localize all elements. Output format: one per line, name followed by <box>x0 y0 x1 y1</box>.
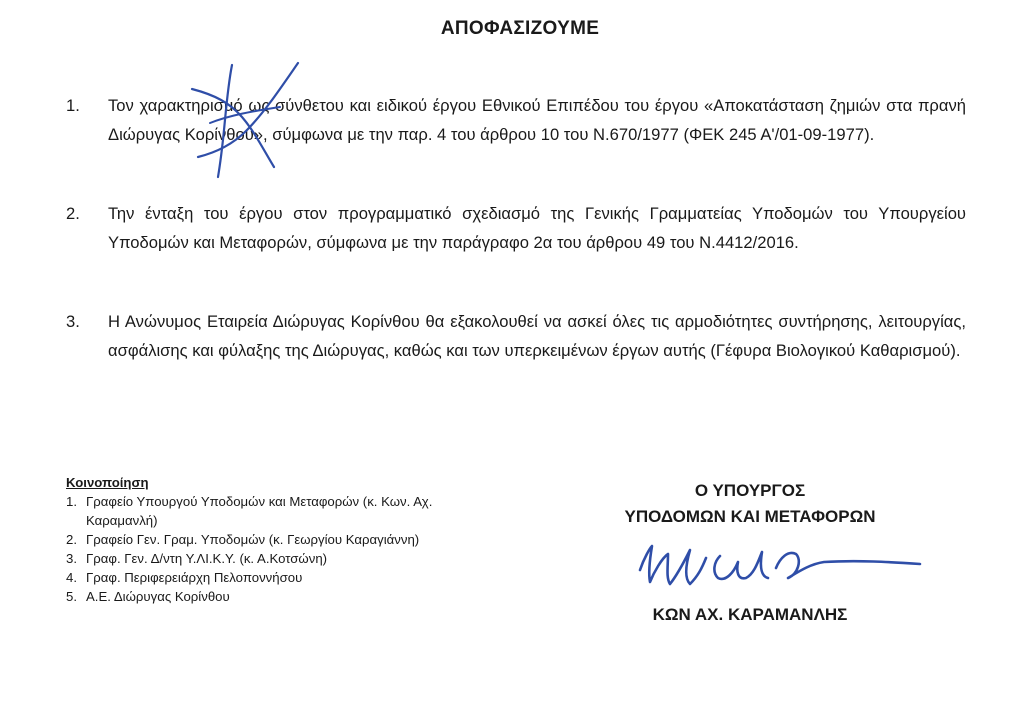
decision-number: 1. <box>66 96 80 115</box>
distribution-number: 4. <box>66 570 77 585</box>
distribution-number: 1. <box>66 494 77 509</box>
distribution-number: 3. <box>66 551 77 566</box>
decision-heading: ΑΠΟΦΑΣΙΖΟΥΜΕ <box>440 18 600 39</box>
distribution-title: Κοινοποίηση <box>66 475 149 490</box>
signatory-title-line2: ΥΠΟΔΟΜΩΝ ΚΑΙ ΜΕΤΑΦΟΡΩΝ <box>624 507 876 526</box>
decision-item <box>66 199 966 257</box>
decision-number: 2. <box>66 204 80 223</box>
distribution-text: Γραφ. Γεν. Δ/ντη Υ.ΛΙ.Κ.Υ. (κ. Α.Κοτσώνη) <box>86 551 328 566</box>
decision-text: Η Ανώνυμος Εταιρεία Διώρυγας Κορίνθου θα εξακολουθεί να ασκεί όλες τις αρμοδιότητες συντήρησης, λειτουργίας, ασφάλισης και φύλαξης της Διώρυγας, καθώς και των υπερκειμένων έργων αυτής (Γέφυρα Βιολογικού Καθαρισμού). <box>108 312 966 360</box>
distribution-item <box>66 492 486 530</box>
distribution-text: Γραφείο Γεν. Γραμ. Υποδομών (κ. Γεωργίου Καραγιάννη) <box>86 532 420 547</box>
signatory-name: ΚΩΝ ΑΧ. ΚΑΡΑΜΑΝΛΗΣ <box>652 605 848 624</box>
decision-item <box>66 307 966 365</box>
signatory-title <box>580 478 920 530</box>
decision-item <box>66 91 966 149</box>
distribution-number: 5. <box>66 589 77 604</box>
distribution-number: 2. <box>66 532 77 547</box>
distribution-list <box>66 473 486 606</box>
distribution-text: Γραφ. Περιφερειάρχη Πελοποννήσου <box>86 570 303 585</box>
decision-text: Την ένταξη του έργου στον προγραμματικό σχεδιασμό της Γενικής Γραμματείας Υποδομών του Υπουργείου Υποδομών και Μεταφορών, σύμφωνα με την παράγραφο 2α του άρθρου 49 του Ν.4412/2016. <box>108 204 966 252</box>
decision-text: Τον χαρακτηρισμό ως σύνθετου και ειδικού έργου Εθνικού Επιπέδου του έργου «Αποκατάσταση ζημιών στα πρανή Διώρυγας Κορίνθου», σύμφωνα με την παρ. 4 του άρθρου 10 του Ν.670/1977 (ΦΕΚ 245 Α'/01-09-1977). <box>108 96 966 144</box>
distribution-item <box>66 549 486 568</box>
distribution-text: Α.Ε. Διώρυγας Κορίνθου <box>86 589 230 604</box>
distribution-text: Γραφείο Υπουργού Υποδομών και Μεταφορών (κ. Κων. Αχ. Καραμανλή) <box>86 494 433 528</box>
signatory-title-line1: Ο ΥΠΟΥΡΓΟΣ <box>694 481 806 500</box>
minister-signature <box>628 528 928 608</box>
distribution-item <box>66 587 486 606</box>
distribution-item <box>66 530 486 549</box>
distribution-item <box>66 568 486 587</box>
decision-number: 3. <box>66 312 80 331</box>
